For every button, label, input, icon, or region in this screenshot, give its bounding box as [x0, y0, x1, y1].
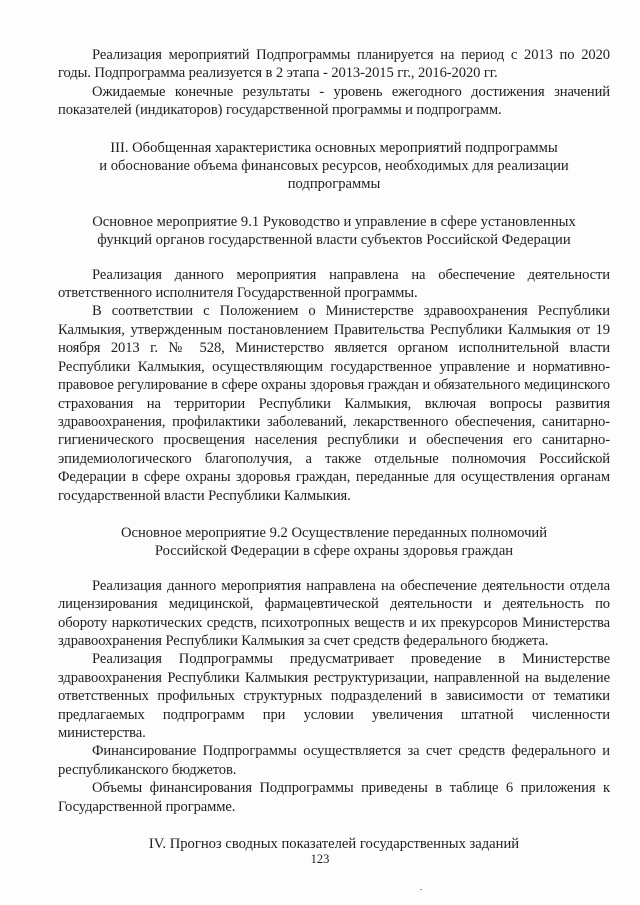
spacer	[58, 561, 610, 577]
scan-speck	[420, 889, 422, 890]
measure-9-1-paragraph-purpose: Реализация данного мероприятия направлена на обеспечение деятельности ответственного исполнителя Государственной программы.	[58, 266, 610, 302]
measure-9-2-heading-line: Российской Федерации в сфере охраны здоровья граждан	[154, 543, 514, 560]
section-3-heading-line: подпрограммы	[287, 176, 381, 193]
section-4-heading: IV. Прогноз сводных показателей государственных заданий	[148, 836, 520, 853]
page-number: 123	[310, 852, 330, 866]
spacer	[58, 194, 610, 213]
measure-9-1-heading-line: Основное мероприятие 9.1 Руководство и управление в сфере установленных	[92, 213, 576, 230]
page-content	[58, 46, 610, 853]
measure-9-2-paragraph-purpose: Реализация данного мероприятия направлена на обеспечение деятельности отдела лицензирования медицинской, фармацевтической деятельности и деятельность по обороту наркотических средств, психотропных веществ и их прекурсоров Министерства здравоохранения Республики Калмыкия за счет средств федерального бюджета.	[58, 577, 610, 649]
spacer	[58, 505, 610, 524]
measure-9-2-paragraph-restructuring: Реализация Подпрограммы предусматривает проведение в Министерстве здравоохранения Республики Калмыкия реструктуризации, направленной на выделение ответственных профильных структурных подразделений в зависимости от тематики предлагаемых подпрограмм при условии увеличения штатной численности министерства.	[58, 651, 610, 741]
measure-9-2-paragraph-volumes: Объемы финансирования Подпрограммы приведены в таблице 6 приложения к Государственной программе.	[58, 780, 610, 815]
measure-9-1-heading-line: функций органов государственной власти субъектов Российской Федерации	[97, 232, 571, 249]
spacer	[58, 250, 610, 266]
measure-9-1-heading	[58, 213, 610, 250]
section-3-heading-line: и обоснование объема финансовых ресурсов, необходимых для реализации	[99, 158, 569, 175]
measure-9-2-paragraph-financing: Финансирование Подпрограммы осуществляется за счет средств федерального и республиканского бюджетов.	[58, 743, 610, 778]
spacer	[58, 816, 610, 835]
intro-paragraph-period: Реализация мероприятий Подпрограммы планируется на период с 2013 по 2020 годы. Подпрограмма реализуется в 2 этапа - 2013-2015 гг., 2016-2020 гг.	[58, 47, 610, 82]
measure-9-2-heading-line: Основное мероприятие 9.2 Осуществление переданных полномочий	[120, 524, 548, 541]
section-3-heading-line: III. Обобщенная характеристика основных мероприятий подпрограммы	[110, 139, 558, 156]
spacer	[58, 120, 610, 139]
intro-paragraph-results: Ожидаемые конечные результаты - уровень ежегодного достижения значений показателей (индикаторов) государственной программы и подпрограмм.	[58, 83, 610, 119]
measure-9-1-paragraph-regulation: В соответствии с Положением о Министерстве здравоохранения Республики Калмыкия, утвержденным постановлением Правительства Республики Калмыкия от 19 ноября 2013 г. № 528, Министерство является органом исполнительной власти Республики Калмыкия, осуществляющим государственное управление и нормативно-правовое регулирование в сфере охраны здоровья граждан и обязательного медицинского страхования на территории Республики Калмыкия, включая вопросы развития здравоохранения, профилактики заболеваний, лекарственного обеспечения, санитарно-гигиенического просвещения населения республики и обеспечения его санитарно-эпидемиологического благополучия, а также отдельные полномочия Российской Федерации в сфере охраны здоровья граждан, переданные для осуществления органам государственной власти Республики Калмыкия.	[58, 303, 610, 504]
section-3-heading	[58, 139, 610, 194]
measure-9-2-heading	[58, 524, 610, 561]
